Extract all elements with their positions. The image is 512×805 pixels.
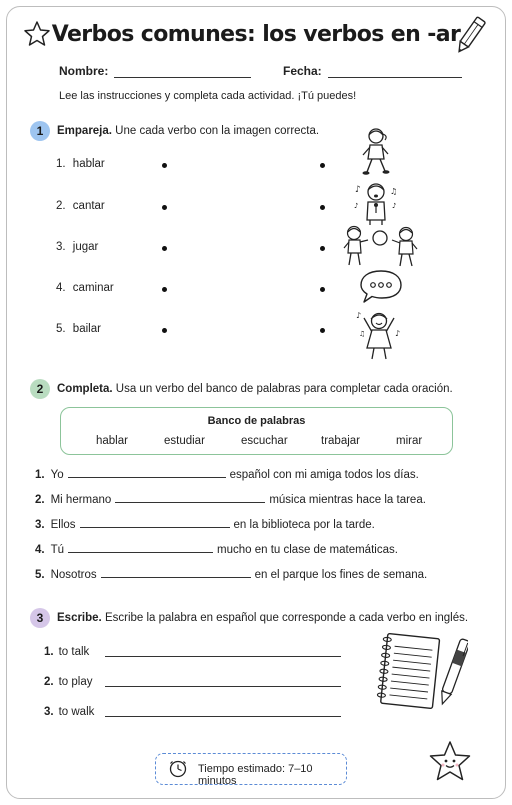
name-field[interactable] — [59, 64, 251, 78]
sentence-2-blank[interactable] — [115, 493, 265, 503]
match-dot-right-2[interactable] — [320, 205, 325, 210]
section-2-title: Completa. Usa un verbo del banco de palabras para completar cada oración. — [57, 383, 453, 395]
word-bank-item: escuchar — [241, 435, 288, 447]
page-title: Verbos comunes: los verbos en -ar — [51, 22, 461, 47]
svg-text:♪: ♪ — [354, 202, 359, 210]
svg-text:♪: ♪ — [356, 311, 362, 320]
word-bank-item: estudiar — [164, 435, 205, 447]
match-dot-left-4[interactable] — [162, 287, 167, 292]
match-dot-left-3[interactable] — [162, 246, 167, 251]
playing-ball-icon — [342, 224, 420, 268]
match-dot-right-1[interactable] — [320, 163, 325, 168]
date-line[interactable] — [328, 66, 462, 78]
word-bank-item: trabajar — [321, 435, 360, 447]
translate-item-2: 2. to play — [44, 676, 93, 688]
match-verb-3: 3. jugar — [56, 241, 99, 253]
sentence-1: 1. Yo español con mi amiga todos los días. — [35, 469, 419, 481]
match-verb-4: 4. caminar — [56, 282, 114, 294]
svg-text:♫: ♫ — [359, 330, 366, 338]
svg-text:♪: ♪ — [395, 329, 401, 338]
sentence-5: 5. Nosotros en el parque los fines de semana. — [35, 569, 428, 581]
smiling-star-icon — [426, 740, 474, 786]
match-verb-1: 1. hablar — [56, 158, 105, 170]
match-verb-5: 5. bailar — [56, 323, 101, 335]
section-1-badge: 1 — [30, 121, 50, 141]
translate-line-3[interactable] — [105, 716, 341, 717]
match-dot-right-4[interactable] — [320, 287, 325, 292]
clock-icon — [169, 760, 187, 778]
translate-item-3: 3. to walk — [44, 706, 95, 718]
name-label: Nombre: — [59, 64, 109, 78]
match-dot-left-2[interactable] — [162, 205, 167, 210]
translate-line-2[interactable] — [105, 686, 341, 687]
sentence-5-blank[interactable] — [101, 568, 251, 578]
sentence-4: 4. Tú mucho en tu clase de matemáticas. — [35, 544, 398, 556]
match-verb-2: 2. cantar — [56, 200, 105, 212]
pencil-icon — [452, 14, 488, 58]
name-line[interactable] — [114, 66, 251, 78]
dancing-child-icon — [354, 306, 404, 362]
sentence-4-blank[interactable] — [68, 543, 213, 553]
word-bank-item: mirar — [396, 435, 423, 447]
sentence-2: 2. Mi hermano música mientras hace la tarea. — [35, 494, 426, 506]
instructions-text: Lee las instrucciones y completa cada actividad. ¡Tú puedes! — [59, 90, 357, 102]
sentence-1-blank[interactable] — [68, 468, 226, 478]
sentence-3: 3. Ellos en la biblioteca por la tarde. — [35, 519, 375, 531]
sentence-3-blank[interactable] — [80, 518, 230, 528]
match-dot-left-5[interactable] — [162, 328, 167, 333]
notebook-pen-icon — [372, 632, 468, 712]
section-3-title: Escribe. Escribe la palabra en español que corresponde a cada verbo en inglés. — [57, 612, 469, 624]
match-dot-left-1[interactable] — [162, 163, 167, 168]
section-2-badge: 2 — [30, 379, 50, 399]
date-label: Fecha: — [283, 64, 322, 78]
speech-bubble-icon — [358, 268, 404, 306]
translate-line-1[interactable] — [105, 656, 341, 657]
estimated-time-text: Tiempo estimado: 7–10 minutos — [198, 763, 313, 787]
match-dot-right-5[interactable] — [320, 328, 325, 333]
svg-text:♪: ♪ — [392, 202, 397, 210]
walking-child-icon — [356, 126, 396, 178]
translate-item-1: 1. to talk — [44, 646, 90, 658]
date-field[interactable] — [283, 64, 462, 78]
singing-child-icon — [352, 180, 400, 226]
svg-text:♪: ♪ — [355, 185, 361, 195]
svg-text:♫: ♫ — [390, 187, 398, 196]
match-dot-right-3[interactable] — [320, 246, 325, 251]
word-bank-item: hablar — [96, 435, 128, 447]
section-3-badge: 3 — [30, 608, 50, 628]
estimated-time-box — [155, 753, 347, 785]
word-bank-title: Banco de palabras — [207, 415, 306, 427]
section-1-title: Empareja. Une cada verbo con la imagen correcta. — [57, 125, 320, 137]
word-bank — [60, 407, 453, 455]
